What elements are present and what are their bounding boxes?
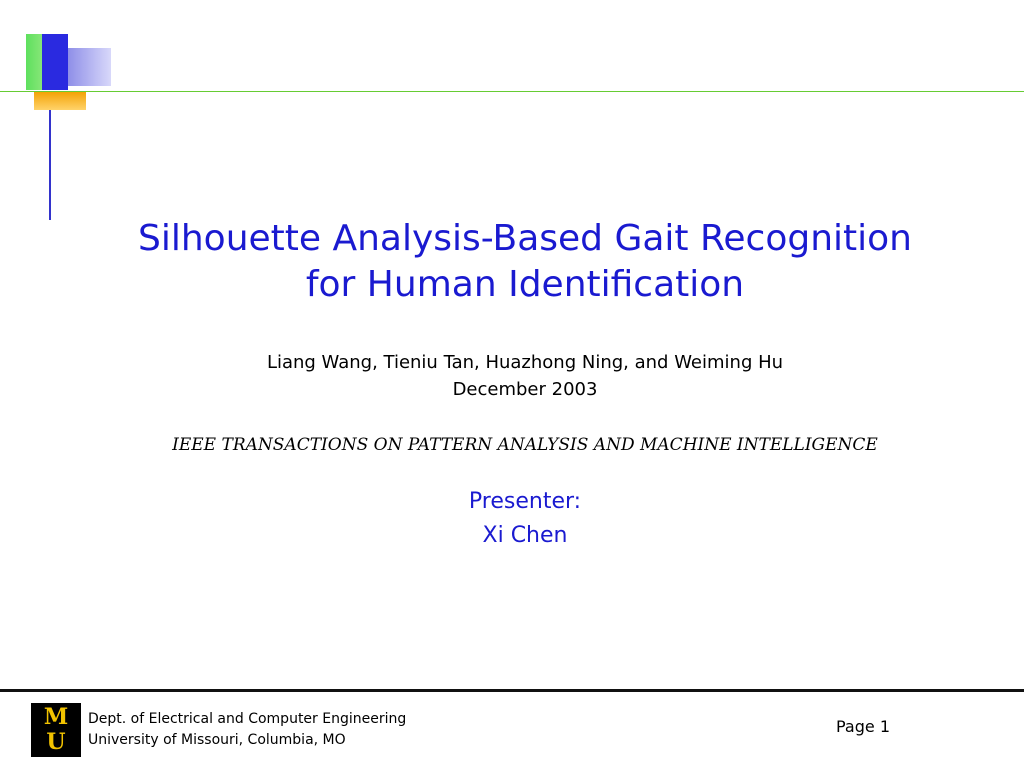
logo-letter-m: M <box>43 704 69 730</box>
publication-date: December 2003 <box>452 379 598 400</box>
footer-university: University of Missouri, Columbia, MO <box>88 732 346 748</box>
vertical-accent-rule <box>49 110 51 220</box>
footer-rule <box>0 689 1024 692</box>
title-line-2: for Human Identification <box>305 264 745 305</box>
footer-department: Dept. of Electrical and Computer Engineering <box>88 711 407 727</box>
decor-blue-square <box>42 34 68 90</box>
title-line-1: Silhouette Analysis-Based Gait Recognition <box>138 218 912 259</box>
decor-orange-bar <box>34 91 86 110</box>
header-rule <box>0 91 1024 92</box>
university-logo <box>31 703 81 757</box>
slide-title <box>40 216 1010 308</box>
decor-lavender-square <box>68 48 111 86</box>
authors: Liang Wang, Tieniu Tan, Huazhong Ning, and Weiming Hu <box>266 352 784 373</box>
presenter-name: Xi Chen <box>482 523 568 548</box>
journal-name: IEEE TRANSACTIONS ON PATTERN ANALYSIS AND MACHINE INTELLIGENCE <box>172 435 878 455</box>
page-number: Page 1 <box>836 717 890 736</box>
logo-letter-u: U <box>46 729 66 755</box>
presenter-label: Presenter: <box>468 489 582 514</box>
